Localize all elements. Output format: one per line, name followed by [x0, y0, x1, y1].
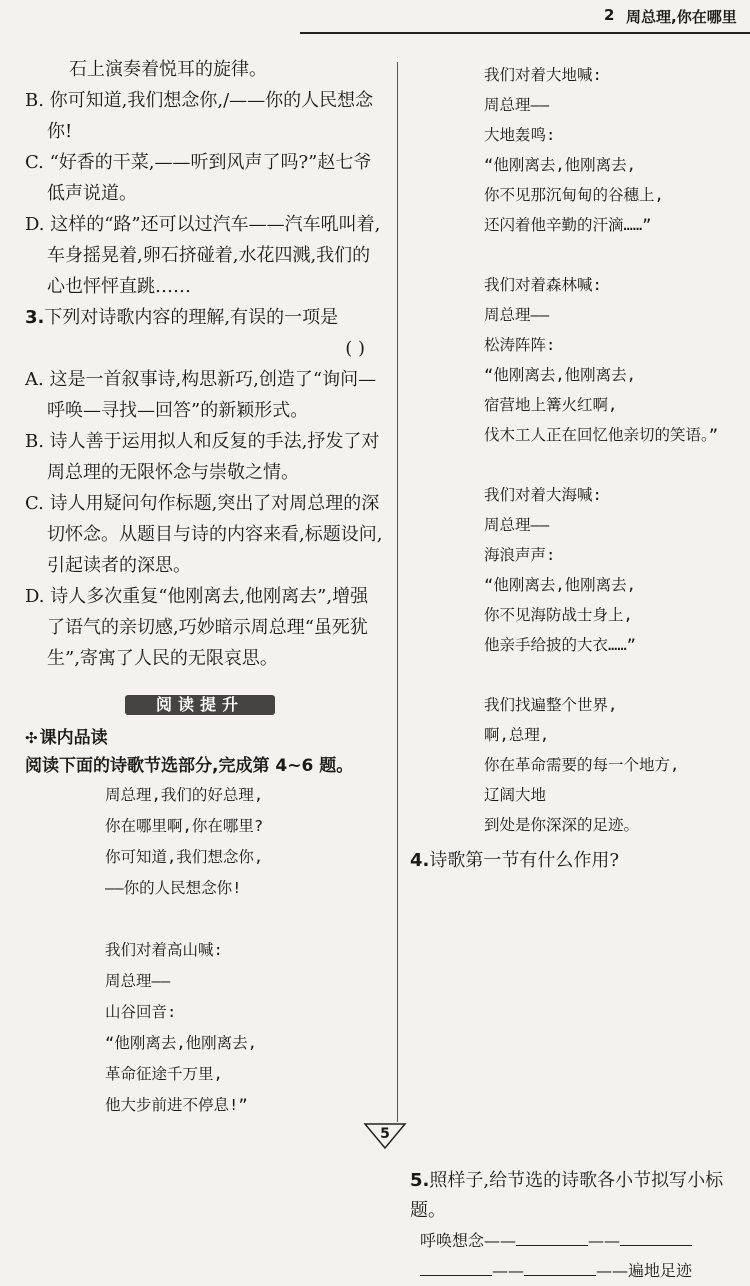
q5-fill-row-2 — [420, 1256, 745, 1286]
fill-dash: —— — [588, 1231, 621, 1250]
poem-line: “他刚离去,他刚离去, — [105, 1034, 257, 1052]
poem-line: 你不见海防战士身上, — [484, 606, 633, 624]
poem-line: 你可知道,我们想念你, — [105, 848, 264, 866]
q2-option-d: D. 这样的“路”还可以过汽车——汽车吼叫着,车身摇晃着,卵石挤碰着,水花四溅,我们的心也怦怦直跳…… — [25, 214, 381, 297]
q5-fill-row-1 — [420, 1226, 745, 1256]
q4-text: 诗歌第一节有什么作用? — [429, 850, 620, 871]
q4-number: 4. — [410, 850, 430, 871]
lesson-title: 周总理,你在哪里 — [626, 8, 737, 26]
q5-number: 5. — [410, 1170, 430, 1191]
poem-line: 你不见那沉甸甸的谷穗上, — [484, 186, 664, 204]
fill-example-end: 遍地足迹 — [628, 1261, 693, 1280]
poem-line: “他刚离去,他刚离去, — [484, 156, 636, 174]
page-header — [0, 0, 750, 34]
page-number — [363, 1122, 407, 1150]
section-banner — [125, 692, 275, 718]
poem-line: 周总理—— — [484, 96, 550, 114]
reading-instruction: 阅读下面的诗歌节选部分,完成第 4~6 题。 — [25, 756, 354, 776]
q2-option-c: C. “好香的干菜,——听到风声了吗?”赵七爷低声说道。 — [25, 152, 372, 204]
poem-right-part — [484, 60, 745, 840]
option-a-tail: 石上演奏着悦耳的旋律。 — [69, 59, 267, 80]
left-column — [25, 54, 385, 1121]
poem-line: 周总理—— — [105, 972, 171, 990]
poem-line: 松涛阵阵: — [484, 336, 556, 354]
poem-line: 我们找遍整个世界, — [484, 696, 618, 714]
q3-option-c: C. 诗人用疑问句作标题,突出了对周总理的深切怀念。从题目与诗的内容来看,标题设问,引起读者的深思。 — [25, 493, 383, 576]
question-5 — [410, 1166, 745, 1226]
poem-line: 你在革命需要的每一个地方, — [484, 756, 680, 774]
poem-line: 山谷回音: — [105, 1003, 177, 1021]
fill-dash: —— — [492, 1261, 524, 1280]
header-rule — [300, 32, 750, 34]
q3-text: 下列对诗歌内容的理解,有误的一项是 — [44, 307, 339, 328]
fill-dash: —— — [596, 1261, 628, 1280]
poem-line: 大地轰鸣: — [484, 126, 556, 144]
poem-line: 你在哪里啊,你在哪里? — [105, 817, 264, 835]
column-divider — [397, 62, 398, 1122]
poem-line: 还闪着他辛勤的汗滴……” — [484, 216, 652, 234]
poem-line: 伐木工人正在回忆他亲切的笑语。” — [484, 426, 719, 444]
fill-blank[interactable] — [516, 1227, 588, 1246]
banner-text: 阅读提升 — [155, 695, 244, 714]
q3-answer-paren[interactable]: ( ) — [345, 338, 365, 359]
poem-line: 我们对着森林喊: — [484, 276, 602, 294]
q2-option-b: B. 你可知道,我们想念你,/——你的人民想念你! — [25, 90, 374, 142]
poem-line: 到处是你深深的足迹。 — [484, 816, 640, 834]
q5-text: 照样子,给节选的诗歌各小节拟写小标题。 — [410, 1170, 724, 1221]
poem-left-part — [105, 780, 385, 1121]
poem-line: 海浪声声: — [484, 546, 556, 564]
clover-icon: ✣ — [25, 729, 38, 747]
question-3 — [25, 302, 385, 333]
poem-line: 周总理—— — [484, 306, 550, 324]
poem-line: 啊,总理, — [484, 726, 550, 744]
poem-line: 周总理—— — [484, 516, 550, 534]
page-number-text: 5 — [380, 1126, 390, 1142]
subsection-title: 课内品读 — [39, 728, 108, 748]
poem-line: “他刚离去,他刚离去, — [484, 576, 636, 594]
fill-blank[interactable] — [524, 1257, 596, 1276]
poem-line: 他亲手给披的大衣……” — [484, 636, 636, 654]
lesson-number: 2 — [604, 6, 615, 24]
fill-dash: —— — [484, 1231, 517, 1250]
q4-answer-area[interactable] — [410, 876, 745, 1166]
q3-option-a: A. 这是一首叙事诗,构思新巧,创造了“询问—呼唤—寻找—回答”的新颖形式。 — [25, 369, 377, 421]
fill-blank[interactable] — [420, 1257, 492, 1276]
subsection-heading — [25, 724, 385, 752]
fill-example-start: 呼唤想念 — [420, 1231, 485, 1250]
poem-line: ——你的人民想念你! — [105, 879, 242, 897]
poem-line: 革命征途千万里, — [105, 1065, 223, 1083]
fill-blank[interactable] — [620, 1227, 692, 1246]
q3-option-d: D. 诗人多次重复“他刚离去,他刚离去”,增强了语气的亲切感,巧妙暗示周总理“虽死犹生”,寄寓了人民的无限哀思。 — [25, 586, 369, 669]
poem-line: 我们对着大地喊: — [484, 66, 602, 84]
poem-line: 宿营地上篝火红啊, — [484, 396, 618, 414]
poem-line: 我们对着大海喊: — [484, 486, 602, 504]
poem-line: 辽阔大地 — [484, 786, 547, 804]
q3-option-b: B. 诗人善于运用拟人和反复的手法,抒发了对周总理的无限怀念与崇敬之情。 — [25, 431, 380, 483]
question-4 — [410, 846, 745, 876]
poem-line: 我们对着高山喊: — [105, 941, 223, 959]
q3-number: 3. — [25, 307, 45, 328]
poem-line: 周总理,我们的好总理, — [105, 786, 264, 804]
q3-paren-row — [25, 333, 385, 364]
poem-line: 他大步前进不停息!” — [105, 1096, 248, 1114]
right-column — [410, 60, 745, 1286]
poem-line: “他刚离去,他刚离去, — [484, 366, 636, 384]
